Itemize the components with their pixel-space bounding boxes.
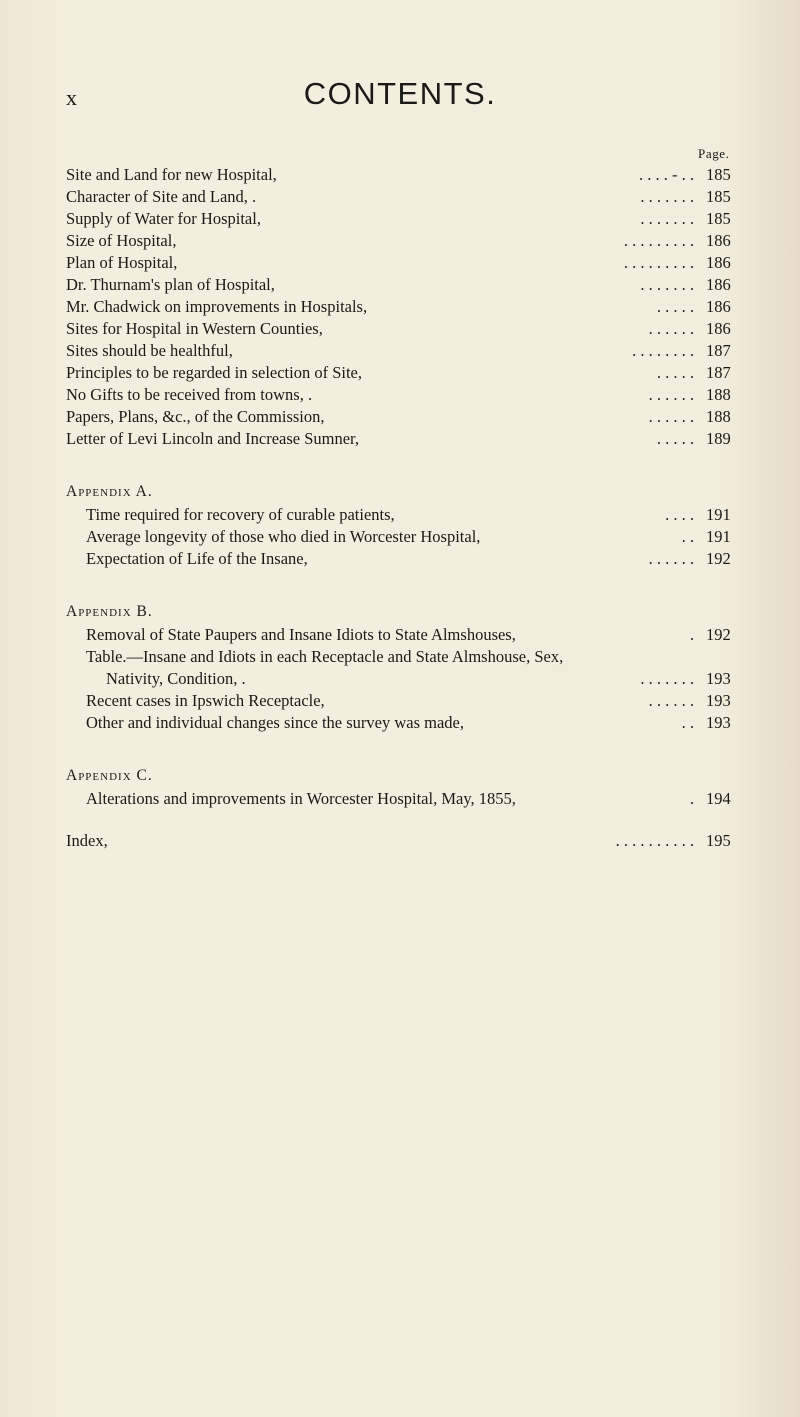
leader-dots: . . . . . bbox=[656, 363, 694, 382]
entry-page: 188 bbox=[706, 385, 731, 404]
leader-dots: . . . . bbox=[665, 505, 694, 524]
entry-page: 187 bbox=[706, 363, 731, 382]
contents-entry-continuation bbox=[106, 668, 742, 690]
entry-title: Nativity, Condition, . bbox=[106, 669, 246, 688]
contents-entry bbox=[66, 274, 742, 296]
entry-title: Alterations and improvements in Worcester Hospital, May, 1855, bbox=[86, 789, 516, 808]
entry-title: Table.—Insane and Idiots in each Receptacle and State Almshouse, Sex, bbox=[86, 647, 564, 666]
leader-dots: . . . . . . . bbox=[640, 275, 694, 294]
entry-page: 188 bbox=[706, 407, 731, 426]
leader-dots: . bbox=[689, 789, 694, 808]
leader-dots: . . . . . . bbox=[648, 407, 694, 426]
contents-entry bbox=[66, 252, 742, 274]
entry-title: Expectation of Life of the Insane, bbox=[86, 549, 308, 568]
contents-entry bbox=[66, 362, 742, 384]
contents-entry bbox=[66, 186, 742, 208]
entry-page: 186 bbox=[706, 319, 731, 338]
page-title: CONTENTS. bbox=[303, 76, 497, 111]
entry-page: 189 bbox=[706, 429, 731, 448]
leader-dots: . . . . . . bbox=[648, 319, 694, 338]
entry-title: Time required for recovery of curable patients, bbox=[86, 505, 395, 524]
entry-page: 193 bbox=[706, 713, 731, 732]
contents-entry bbox=[86, 646, 742, 668]
page-number: x bbox=[66, 85, 78, 110]
entry-title: Plan of Hospital, bbox=[66, 253, 178, 272]
contents-entry bbox=[66, 428, 742, 450]
contents-entry bbox=[86, 526, 742, 548]
entry-page: 185 bbox=[706, 165, 731, 184]
entry-title: Average longevity of those who died in Worcester Hospital, bbox=[86, 527, 481, 546]
entry-page: 185 bbox=[706, 187, 731, 206]
appendix-a-heading: Appendix A. bbox=[66, 483, 153, 500]
contents-entry-index bbox=[66, 830, 742, 852]
contents-entry bbox=[86, 504, 742, 526]
entry-title: Removal of State Paupers and Insane Idiots to State Almshouses, bbox=[86, 625, 516, 644]
appendix-c-heading: Appendix C. bbox=[66, 767, 153, 784]
contents-entry bbox=[66, 406, 742, 428]
page-column-heading: Page. bbox=[698, 146, 730, 161]
entry-title: Mr. Chadwick on improvements in Hospitals, bbox=[66, 297, 368, 316]
entry-page: 192 bbox=[706, 625, 731, 644]
contents-entry bbox=[86, 548, 742, 570]
entry-page: 186 bbox=[706, 231, 731, 250]
leader-dots: . . bbox=[681, 713, 694, 732]
leader-dots: . . . . . . . bbox=[640, 187, 694, 206]
leader-dots: . . . . . . bbox=[648, 549, 694, 568]
entry-page: 194 bbox=[706, 789, 731, 808]
entry-page: 191 bbox=[706, 505, 731, 524]
leader-dots: . . . . . . . bbox=[640, 209, 694, 228]
entry-page: 186 bbox=[706, 297, 731, 316]
leader-dots: . . . . . . . . bbox=[632, 341, 694, 360]
entry-page: 191 bbox=[706, 527, 731, 546]
entry-title: Other and individual changes since the survey was made, bbox=[86, 713, 465, 732]
entry-page: 192 bbox=[706, 549, 731, 568]
leader-dots: . . . . . bbox=[656, 429, 694, 448]
entry-title: Recent cases in Ipswich Receptacle, bbox=[86, 691, 325, 710]
entry-page: 187 bbox=[706, 341, 731, 360]
appendix-b-heading: Appendix B. bbox=[66, 603, 153, 620]
contents-entry bbox=[66, 340, 742, 362]
contents-entry bbox=[86, 624, 742, 646]
entry-page: 195 bbox=[706, 831, 731, 850]
entry-title: Principles to be regarded in selection of Site, bbox=[66, 363, 363, 382]
leader-dots: . . . . . . . . . bbox=[623, 253, 694, 272]
contents-entry bbox=[66, 384, 742, 406]
contents-entry bbox=[86, 690, 742, 712]
contents-entry bbox=[66, 318, 742, 340]
contents-entry bbox=[86, 788, 742, 810]
entry-title: Dr. Thurnam's plan of Hospital, bbox=[66, 275, 275, 294]
leader-dots: . . . . . . bbox=[648, 385, 694, 404]
entry-title: Site and Land for new Hospital, bbox=[66, 165, 277, 184]
entry-title: Letter of Levi Lincoln and Increase Sumner, bbox=[66, 429, 360, 448]
entry-title: Size of Hospital, bbox=[66, 231, 177, 250]
entry-page: 186 bbox=[706, 253, 731, 272]
leader-dots: . . . . - . . bbox=[639, 165, 694, 184]
contents-entry bbox=[66, 296, 742, 318]
entry-title: Character of Site and Land, . bbox=[66, 187, 257, 206]
contents-entry bbox=[66, 230, 742, 252]
entry-page: 185 bbox=[706, 209, 731, 228]
contents-entry bbox=[66, 164, 742, 186]
entry-page: 186 bbox=[706, 275, 731, 294]
leader-dots: . . . . . . . . . bbox=[623, 231, 694, 250]
leader-dots: . . . . . . . . . . bbox=[615, 831, 694, 850]
entry-title: Sites should be healthful, bbox=[66, 341, 233, 360]
entry-title: Index, bbox=[66, 831, 108, 850]
leader-dots: . bbox=[689, 625, 694, 644]
entry-title: Papers, Plans, &c., of the Commission, bbox=[66, 407, 325, 426]
leader-dots: . . . . . . . bbox=[640, 669, 694, 688]
contents-entry bbox=[66, 208, 742, 230]
leader-dots: . . . . . . bbox=[648, 691, 694, 710]
leader-dots: . . bbox=[681, 527, 694, 546]
entry-page: 193 bbox=[706, 669, 731, 688]
entry-title: No Gifts to be received from towns, . bbox=[66, 385, 313, 404]
entry-title: Supply of Water for Hospital, bbox=[66, 209, 261, 228]
entry-title: Sites for Hospital in Western Counties, bbox=[66, 319, 323, 338]
entry-page: 193 bbox=[706, 691, 731, 710]
leader-dots: . . . . . bbox=[656, 297, 694, 316]
contents-entry bbox=[86, 712, 742, 734]
